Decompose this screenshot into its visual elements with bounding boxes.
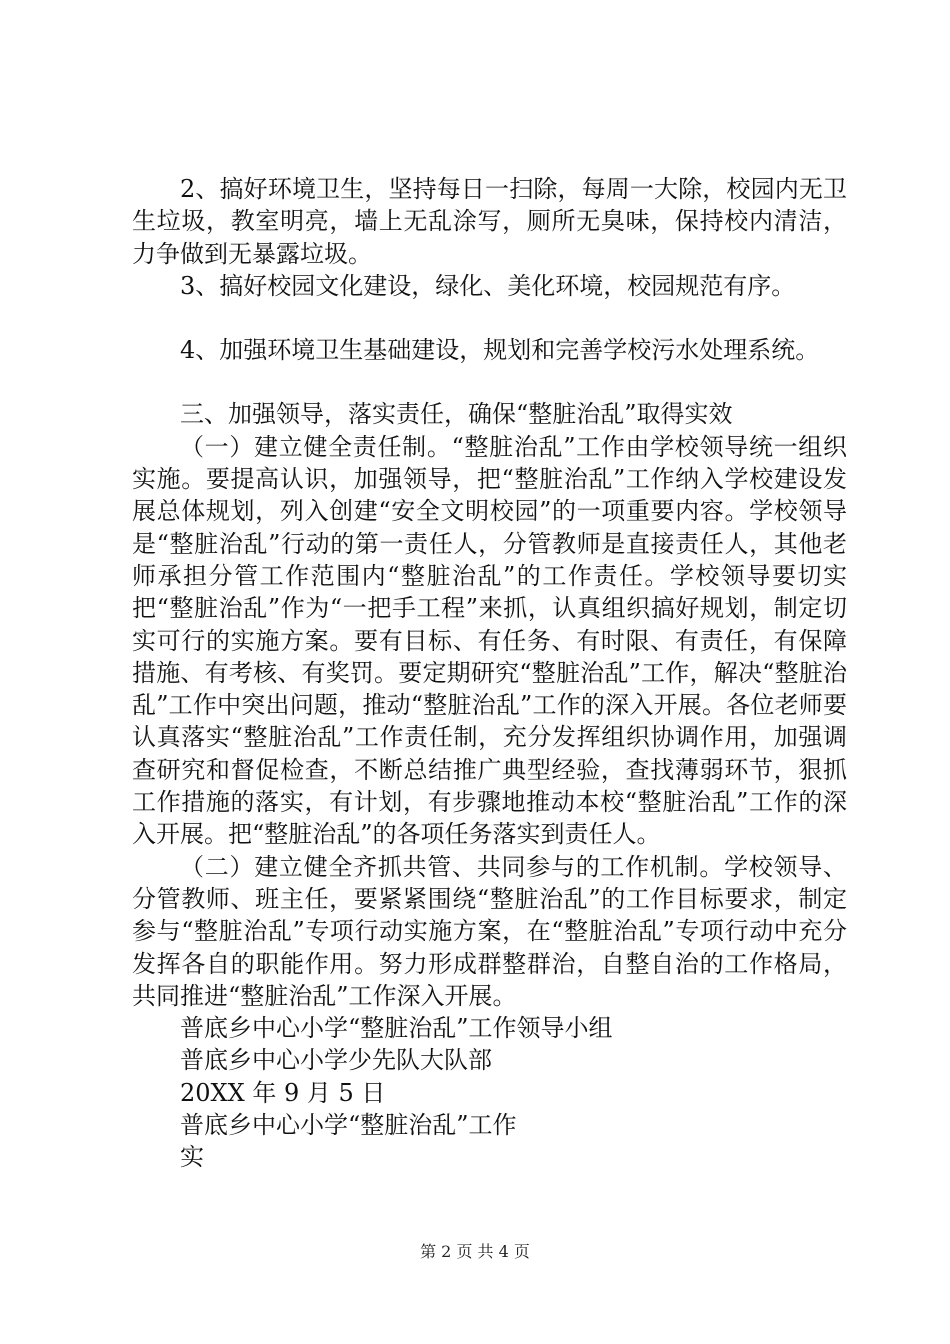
document-body xyxy=(132,173,847,1174)
signature-date: 20XX 年 9 月 5 日 xyxy=(180,1078,386,1107)
paragraph-subsection-1: （一）建立健全责任制。“整脏治乱”工作由学校领导统一组织实施。要提高认识，加强领导，把“整脏治乱”工作纳入学校建设发展总体规划，列入创建“安全文明校园”的一项重要内容。学校领导是“整脏治乱”行动的第一责任人，分管教师是直接责任人，其他老师承担分管工作范围内“整脏治乱”的工作责任。学校领导要切实把“整脏治乱”作为“一把手工程”来抓，认真组织搞好规划，制定切实可行的实施方案。要有目标、有任务、有时限、有责任，有保障措施、有考核、有奖罚。要定期研究“整脏治乱”工作，解决“整脏治乱”工作中突出问题，推动“整脏治乱”工作的深入开展。各位老师要认真落实“整脏治乱”工作责任制，充分发挥组织协调作用，加强调查研究和督促检查，不断总结推广典型经验，查找薄弱环节，狠抓工作措施的落实，有计划，有步骤地推动本校“整脏治乱”工作的深入开展。把“整脏治乱”的各项任务落实到责任人。 xyxy=(132,432,847,849)
signature-line-4: 实 xyxy=(180,1143,204,1172)
paragraph-item-3: 3、搞好校园文化建设，绿化、美化环境，校园规范有序。 xyxy=(180,271,796,300)
blank-line xyxy=(132,302,847,334)
signature-line-3: 普底乡中心小学“整脏治乱”工作 xyxy=(180,1111,517,1140)
paragraph-item-2: 2、搞好环境卫生，坚持每日一扫除，每周一大除，校园内无卫生垃圾，教室明亮，墙上无乱涂写，厕所无臭味，保持校内清洁，力争做到无暴露垃圾。 xyxy=(132,175,847,268)
paragraph-subsection-2: （二）建立健全齐抓共管、共同参与的工作机制。学校领导、分管教师、班主任，要紧紧围绕“整脏治乱”的工作目标要求，制定参与“整脏治乱”专项行动实施方案，在“整脏治乱”专项行动中充分发挥各自的职能作用。努力形成群整群治，自整自治的工作格局，共同推进“整脏治乱”工作深入开展。 xyxy=(132,852,847,1010)
page-number-footer: 第 2 页 共 4 页 xyxy=(420,1242,530,1261)
signature-line-2: 普底乡中心小学少先队大队部 xyxy=(180,1046,492,1075)
blank-line xyxy=(132,366,847,398)
section-heading: 三、加强领导，落实责任，确保“整脏治乱”取得实效 xyxy=(180,400,733,429)
signature-line-1: 普底乡中心小学“整脏治乱”工作领导小组 xyxy=(180,1014,613,1043)
paragraph-item-4: 4、加强环境卫生基础建设，规划和完善学校污水处理系统。 xyxy=(180,336,820,365)
